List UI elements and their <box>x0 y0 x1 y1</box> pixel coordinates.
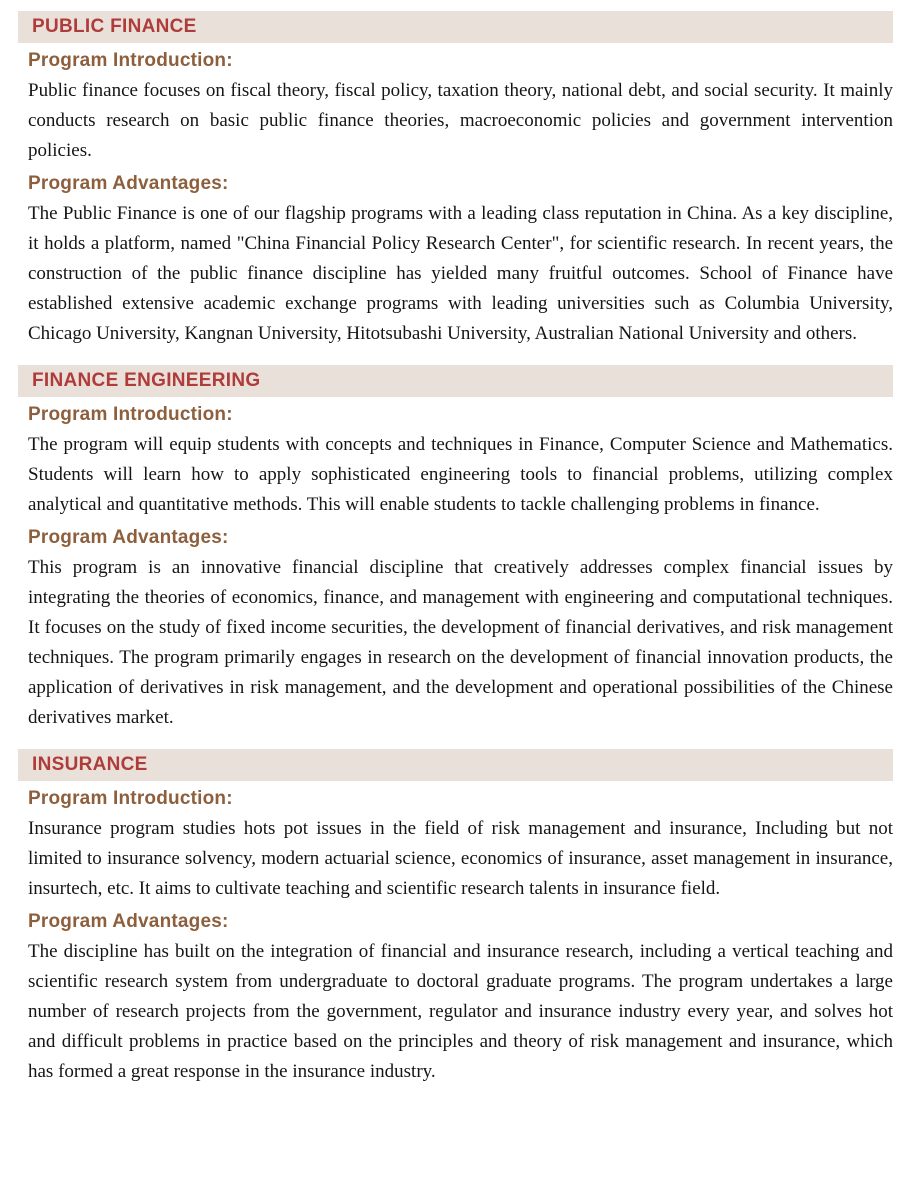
program-advantages-text: This program is an innovative financial discipline that creatively addresses complex financial issues by integrating the theories of economics, finance, and management with engineering and computational techniques. It focuses on the study of fixed income securities, the development of financial derivatives, and risk management techniques. The program primarily engages in research on the development of financial innovation products, the application of derivatives in risk management, and the development and operational possibilities of the Chinese derivatives market. <box>28 557 893 728</box>
section-finance-engineering <box>18 365 893 733</box>
program-introduction-text: Insurance program studies hots pot issues in the field of risk management and insurance, Including but not limited to insurance solvency, modern actuarial science, economics of insurance, asset management in insurance, insurtech, etc. It aims to cultivate teaching and scientific research talents in insurance field. <box>28 818 893 899</box>
program-advantages-heading: Program Advantages: <box>28 911 229 932</box>
section-title: FINANCE ENGINEERING <box>32 370 261 391</box>
program-introduction-text: Public finance focuses on fiscal theory, fiscal policy, taxation theory, national debt, and social security. It mainly conducts research on basic public finance theories, macroeconomic policies and government intervention policies. <box>28 80 893 161</box>
program-advantages-heading: Program Advantages: <box>28 527 229 548</box>
program-advantages-text: The discipline has built on the integration of financial and insurance research, including a vertical teaching and scientific research system from undergraduate to doctoral graduate programs. The program undertakes a large number of research projects from the government, regulator and insurance industry every year, and solves hot and difficult problems in practice based on the principles and theory of risk management and insurance, which has formed a great response in the insurance industry. <box>28 941 893 1082</box>
program-introduction-heading: Program Introduction: <box>28 788 233 809</box>
section-title: INSURANCE <box>32 754 148 775</box>
program-introduction-heading: Program Introduction: <box>28 50 233 71</box>
section-header-band <box>18 11 893 43</box>
section-insurance <box>18 749 893 1087</box>
section-header-band <box>18 749 893 781</box>
section-public-finance <box>18 11 893 349</box>
program-introduction-text: The program will equip students with concepts and techniques in Finance, Computer Science and Mathematics. Students will learn how to apply sophisticated engineering tools to financial problems, utilizing complex analytical and quantitative methods. This will enable students to tackle challenging problems in finance. <box>28 434 893 515</box>
section-header-band <box>18 365 893 397</box>
section-title: PUBLIC FINANCE <box>32 16 197 37</box>
program-introduction-heading: Program Introduction: <box>28 404 233 425</box>
program-advantages-text: The Public Finance is one of our flagship programs with a leading class reputation in China. As a key discipline, it holds a platform, named "China Financial Policy Research Center", for scientific research. In recent years, the construction of the public finance discipline has yielded many fruitful outcomes. School of Finance have established extensive academic exchange programs with leading universities such as Columbia University, Chicago University, Kangnan University, Hitotsubashi University, Australian National University and others. <box>28 203 893 344</box>
program-advantages-heading: Program Advantages: <box>28 173 229 194</box>
